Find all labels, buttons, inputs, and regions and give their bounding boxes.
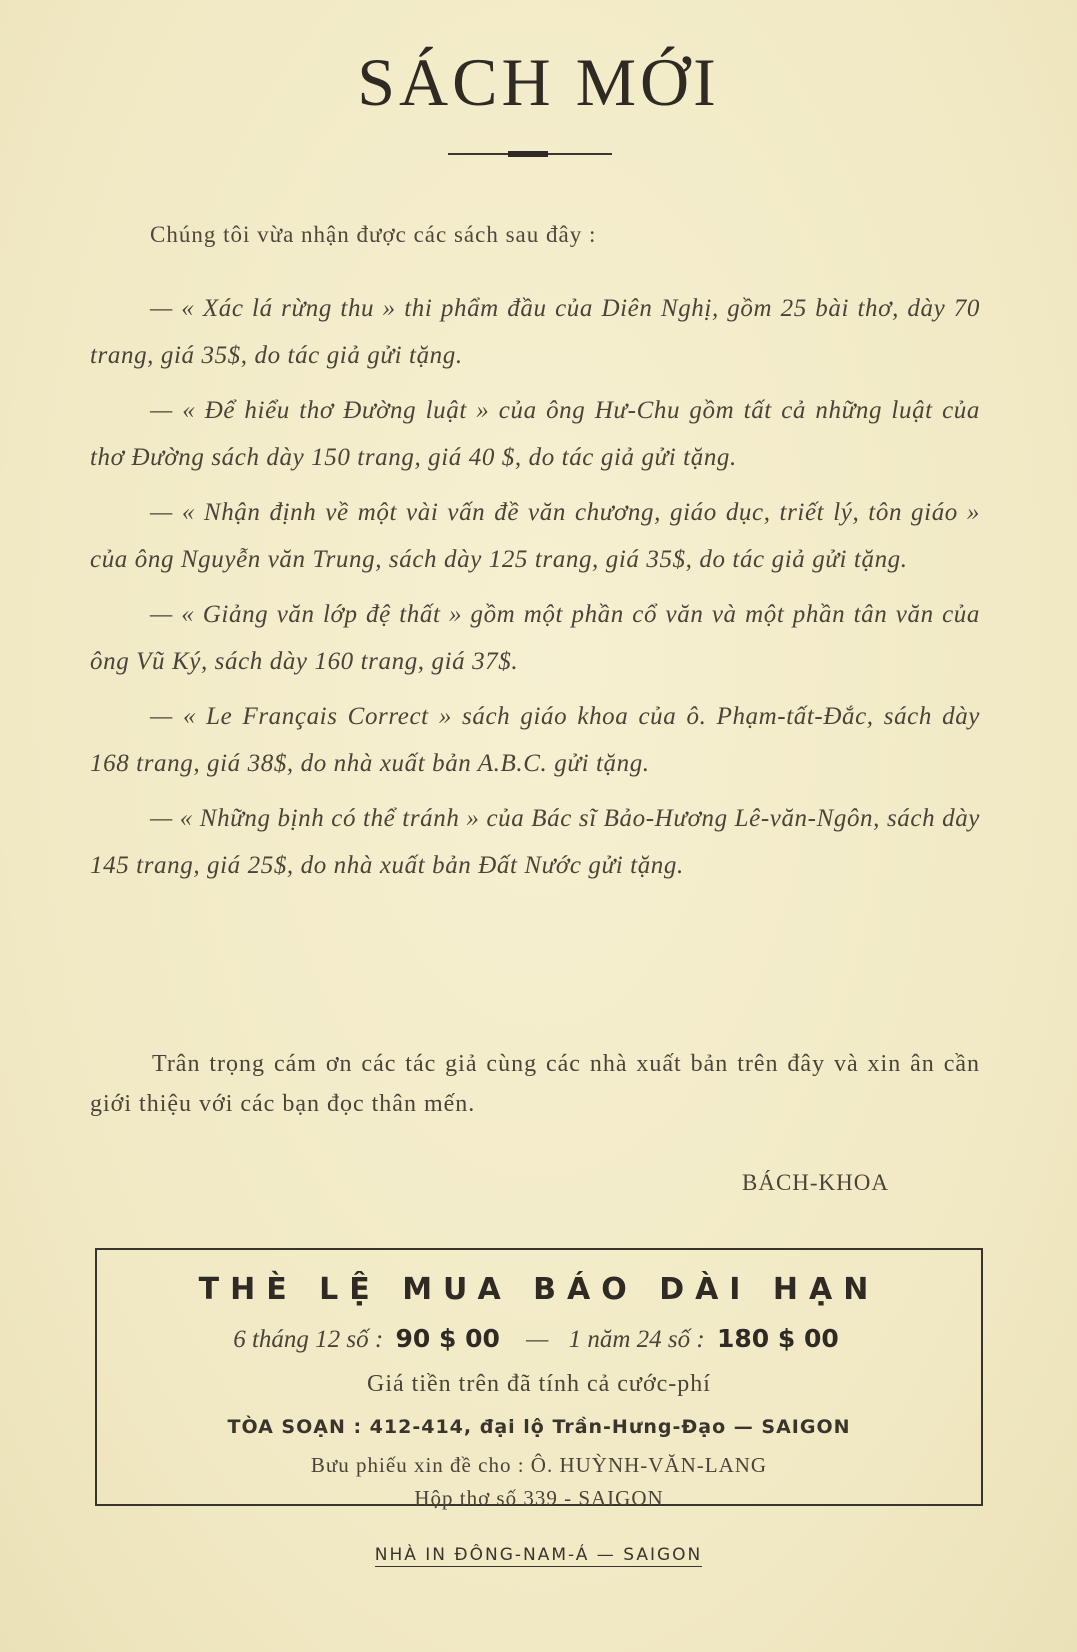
- six-months-price: 90 $ 00: [395, 1324, 500, 1353]
- title-divider-mark: [508, 151, 548, 157]
- intro-text: Chúng tôi vừa nhận được các sách sau đây :: [150, 222, 597, 247]
- one-year-label: 1 năm 24 số :: [568, 1326, 705, 1353]
- fee-note: Giá tiền trên đã tính cả cước-phí: [367, 1371, 711, 1397]
- subscription-title: THÈ LỆ MUA BÁO DÀI HẠN: [198, 1272, 880, 1307]
- book-entry: — « Để hiểu thơ Đường luật » của ông Hư-Chu gồm tất cả những luật của thơ Đường sách dày 150 trang, giá 40 $, do tác giả gửi tặng.: [90, 397, 980, 471]
- office-address: TÒA SOẠN : 412-414, đại lộ Trần-Hưng-Đạo — SAIGON: [227, 1416, 851, 1438]
- six-months-label: 6 tháng 12 số :: [233, 1326, 384, 1353]
- po-box: Hộp thơ số 339 - SAIGON: [414, 1486, 664, 1510]
- thanks-paragraph: Trân trọng cám ơn các tác giả cùng các nhà xuất bản trên đây và xin ân cần giới thiệu với các bạn đọc thân mến.: [90, 1051, 980, 1117]
- postal-order-note: Bưu phiếu xin đề cho : Ô. HUỲNH-VĂN-LANG: [310, 1453, 768, 1477]
- subscription-box: [95, 1248, 983, 1510]
- printer-credit: [0, 1545, 1077, 1565]
- signature: BÁCH-KHOA: [742, 1170, 889, 1195]
- subscription-prices: [97, 1324, 981, 1354]
- book-entry: — « Giảng văn lớp đệ thất » gồm một phần cổ văn và một phần tân văn của ông Vũ Ký, sách dày 160 trang, giá 37$.: [90, 601, 980, 675]
- book-entry: — « Nhận định về một vài vấn đề văn chương, giáo dục, triết lý, tôn giáo » của ông Nguyễn văn Trung, sách dày 125 trang, giá 35$, do tác giả gửi tặng.: [90, 499, 980, 573]
- book-entry: — « Xác lá rừng thu » thi phẩm đầu của Diên Nghị, gồm 25 bài thơ, dày 70 trang, giá 35$, do tác giả gửi tặng.: [90, 295, 980, 369]
- page-title: SÁCH MỚI: [357, 44, 720, 120]
- book-entry: — « Le Français Correct » sách giáo khoa của ô. Phạm-tất-Đắc, sách dày 168 trang, giá 38$, do nhà xuất bản A.B.C. gửi tặng.: [90, 703, 980, 777]
- book-entry: — « Những bịnh có thể tránh » của Bác sĩ Bảo-Hương Lê-văn-Ngôn, sách dày 145 trang, giá 25$, do nhà xuất bản Đất Nước gửi tặng.: [90, 805, 980, 879]
- one-year-price: 180 $ 00: [716, 1324, 839, 1353]
- book-list: [90, 285, 980, 897]
- price-separator: —: [526, 1326, 549, 1353]
- printer-credit-text: NHÀ IN ĐÔNG-NAM-Á — SAIGON: [374, 1545, 703, 1565]
